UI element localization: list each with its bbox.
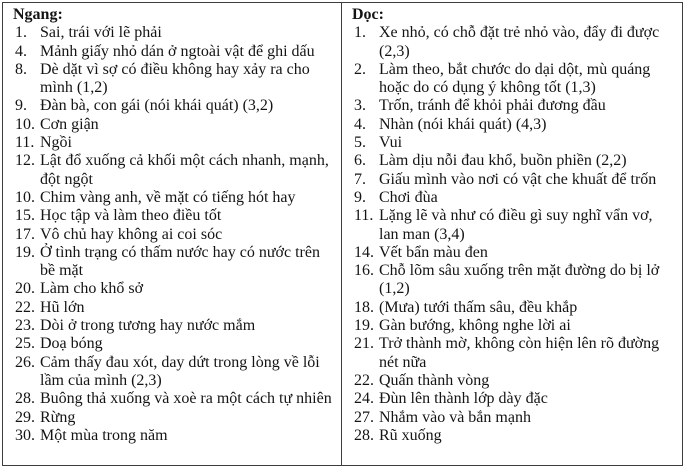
clue-text: Giấu mình vào nơi có vật che khuất để trốn: [379, 170, 657, 188]
clue-row: [354, 97, 676, 115]
clue-number: 9.: [354, 188, 366, 206]
clue-row: [15, 299, 335, 317]
clue-text: Chỗ lõm sâu xuống trên mặt đường do bị lở (1,2): [379, 262, 660, 298]
clue-number: 23.: [15, 317, 35, 335]
across-column: [3, 3, 342, 465]
clue-text: Làm dịu nỗi đau khổ, buồn phiền (2,2): [379, 152, 627, 170]
down-column: [342, 3, 682, 465]
clue-row: [15, 43, 335, 61]
clue-row: [15, 134, 335, 152]
clue-text: Một mùa trong năm: [40, 426, 168, 444]
clue-text: Cảm thấy đau xót, day dứt trong lòng về lỗi lầm của mình (2,3): [40, 353, 320, 389]
clue-row: [354, 427, 676, 445]
clue-row: [15, 427, 335, 445]
clue-text: Doạ bóng: [40, 335, 103, 353]
clue-number: 14.: [354, 243, 374, 261]
clue-text: Nhàn (nói khái quát) (4,3): [379, 115, 547, 133]
clue-row: [354, 262, 676, 299]
clue-number: 30.: [15, 426, 35, 444]
clue-text: Vết bẩn màu đen: [379, 243, 488, 261]
clue-row: [354, 189, 676, 207]
clue-text: Xe nhỏ, có chỗ đặt trẻ nhỏ vào, đẩy đi được (2,3): [379, 24, 660, 60]
clue-row: [15, 207, 335, 225]
clue-text: Mảnh giấy nhỏ dán ở ngtoài vật để ghi dấu: [40, 42, 315, 60]
clue-row: [15, 354, 335, 391]
clue-number: 8.: [15, 60, 27, 78]
clue-number: 11.: [15, 134, 35, 152]
clue-row: [15, 152, 335, 189]
clue-row: [15, 97, 335, 115]
clue-number: 3.: [354, 97, 366, 115]
clue-text: Dè dặt vì sợ có điều không hay xảy ra cho mình (1,2): [40, 60, 310, 97]
clue-row: [15, 280, 335, 298]
clue-text: Ở tình trạng có thấm nước hay có nước trên bề mặt: [40, 243, 320, 280]
clue-text: Chim vàng anh, về mặt có tiếng hót hay: [40, 188, 296, 206]
crossword-clue-table: [2, 2, 683, 466]
clue-text: Trốn, tránh để khỏi phải đương đầu: [379, 97, 606, 115]
clue-row: [15, 390, 335, 408]
clue-row: [354, 61, 676, 98]
clue-number: 4.: [354, 115, 366, 133]
clue-number: 2.: [354, 60, 366, 78]
down-heading: Dọc:: [352, 6, 384, 23]
clue-number: 15.: [15, 207, 35, 225]
clue-text: (Mưa) tưới thấm sâu, đều khắp: [379, 298, 578, 316]
clue-row: [354, 409, 676, 427]
clue-row: [15, 24, 335, 42]
clue-row: [354, 299, 676, 317]
clue-row: [354, 24, 676, 61]
clue-text: Chơi đùa: [379, 188, 438, 206]
clue-text: Rũ xuống: [379, 426, 442, 444]
clue-text: Trở thành mờ, không còn hiện lên rõ đường nét nữa: [379, 335, 660, 371]
clue-text: Vui: [379, 134, 403, 152]
clue-number: 22.: [15, 298, 35, 316]
clue-number: 21.: [354, 335, 374, 353]
clue-text: Hũ lớn: [40, 298, 85, 316]
clue-row: [354, 317, 676, 335]
clue-number: 20.: [15, 280, 35, 298]
clue-row: [354, 152, 676, 170]
clue-row: [15, 335, 335, 353]
clue-number: 18.: [354, 298, 374, 316]
clue-row: [15, 116, 335, 134]
clue-text: Làm cho khổ sở: [40, 280, 144, 298]
clue-row: [15, 409, 335, 427]
across-clue-list: [15, 24, 335, 445]
clue-number: 28.: [354, 426, 374, 444]
clue-row: [15, 61, 335, 98]
clue-number: 19.: [354, 317, 374, 335]
clue-number: 27.: [354, 408, 374, 426]
clue-number: 19.: [15, 243, 35, 261]
clue-number: 24.: [354, 390, 374, 408]
clue-number: 5.: [354, 134, 366, 152]
clue-text: Nhắm vào và bắn mạnh: [379, 408, 531, 426]
clue-row: [15, 226, 335, 244]
clue-text: Đùn lên thành lớp dày đặc: [379, 390, 548, 408]
clue-number: 1.: [354, 24, 366, 42]
clue-row: [354, 134, 676, 152]
clue-text: Làm theo, bắt chước do dại dột, mù quáng hoặc do có dụng ý không tốt (1,3): [379, 60, 651, 97]
clue-number: 29.: [15, 408, 35, 426]
clue-text: Học tập và làm theo điều tốt: [40, 207, 222, 225]
clue-row: [354, 390, 676, 408]
clue-number: 17.: [15, 225, 35, 243]
clue-number: 10.: [15, 188, 35, 206]
clue-number: 22.: [354, 371, 374, 389]
clue-number: 26.: [15, 353, 35, 371]
clue-text: Đàn bà, con gái (nói khái quát) (3,2): [40, 97, 274, 115]
across-heading: Ngang:: [13, 6, 63, 23]
clue-number: 25.: [15, 335, 35, 353]
down-clue-list: [354, 24, 676, 445]
clue-row: [354, 372, 676, 390]
clue-text: Quấn thành vòng: [379, 371, 490, 389]
clue-text: Vô chủ hay không ai coi sóc: [40, 225, 223, 243]
clue-number: 28.: [15, 390, 35, 408]
clue-number: 11.: [354, 207, 374, 225]
clue-row: [15, 244, 335, 281]
clue-text: Cơn giận: [40, 115, 99, 133]
clue-row: [354, 335, 676, 372]
clue-number: 4.: [15, 42, 27, 60]
clue-number: 16.: [354, 262, 374, 280]
clue-number: 10.: [15, 115, 35, 133]
clue-row: [354, 244, 676, 262]
clue-text: Dòi ở trong tương hay nước mắm: [40, 317, 256, 335]
clue-text: Lặng lẽ và như có điều gì suy nghĩ vẩn vơ, lan man (3,4): [379, 207, 653, 243]
clue-number: 7.: [354, 170, 366, 188]
clue-row: [15, 189, 335, 207]
clue-text: Ngồi: [40, 134, 72, 152]
clue-text: Sai, trái với lẽ phải: [40, 24, 162, 42]
clue-text: Buông thả xuống và xoè ra một cách tự nhiên: [40, 390, 332, 408]
clue-number: 12.: [15, 152, 35, 170]
clue-number: 1.: [15, 24, 27, 42]
clue-row: [354, 207, 676, 244]
clue-number: 6.: [354, 152, 366, 170]
clue-row: [354, 116, 676, 134]
clue-text: Gàn bướng, không nghe lời ai: [379, 317, 571, 335]
clue-row: [15, 317, 335, 335]
clue-row: [354, 171, 676, 189]
clue-text: Rừng: [40, 408, 76, 426]
clue-number: 9.: [15, 97, 27, 115]
clue-text: Lật đổ xuống cả khối một cách nhanh, mạnh, đột ngột: [40, 152, 329, 188]
